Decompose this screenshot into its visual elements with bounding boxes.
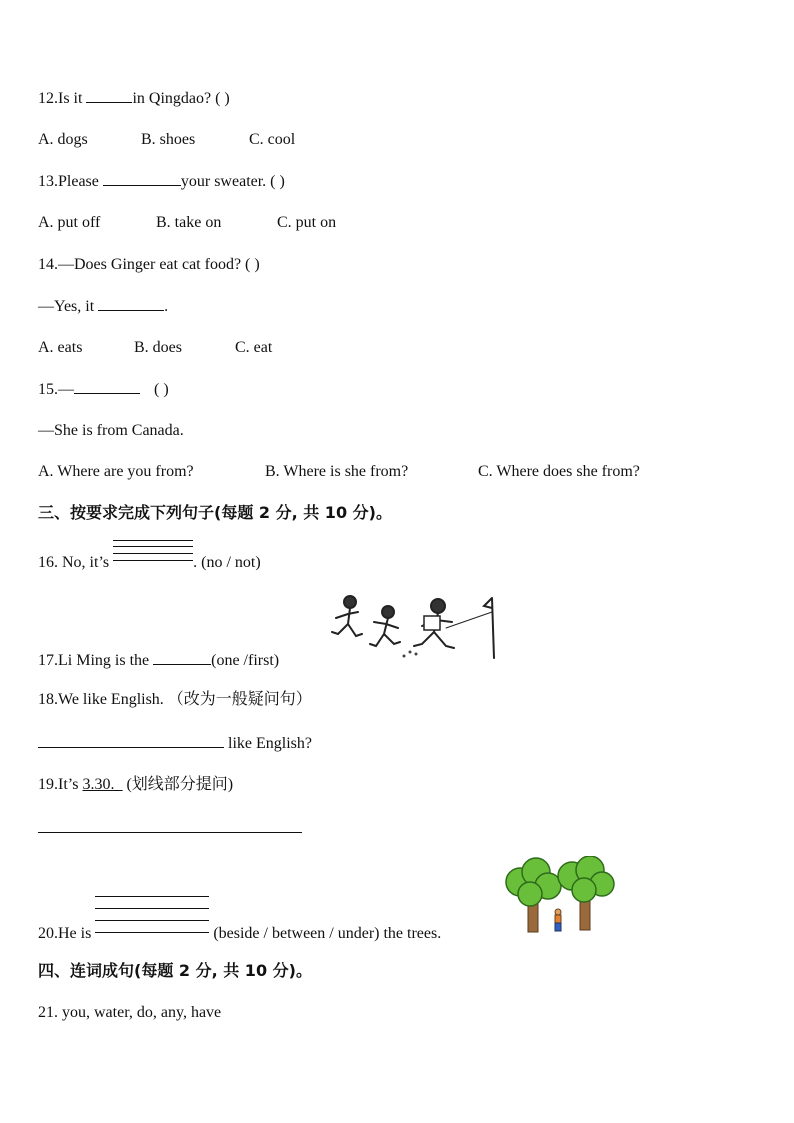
q14-option-b[interactable]: B. does xyxy=(134,339,182,356)
q13-option-a[interactable]: A. put off xyxy=(38,214,101,231)
q17-blank[interactable] xyxy=(153,650,211,665)
q14-blank[interactable] xyxy=(98,296,164,311)
question-19 xyxy=(38,775,233,795)
q18-stem: 18.We like English. （改为一般疑问句） xyxy=(38,691,312,708)
q17-prefix: 17.Li Ming is the xyxy=(38,652,154,669)
q18-blank[interactable] xyxy=(38,733,224,748)
q13-stem-end: your sweater. ( ) xyxy=(180,173,285,190)
q15-stem: 15.— xyxy=(38,381,74,398)
q19-prefix: 19.It’s xyxy=(38,776,83,793)
q13-stem: 13.Please xyxy=(38,173,103,190)
q19-blank[interactable] xyxy=(38,818,302,833)
q12-stem: 12.Is it xyxy=(38,90,87,107)
q19-answer-line xyxy=(38,818,302,839)
question-15 xyxy=(38,379,169,400)
q15-blank[interactable] xyxy=(74,379,140,394)
q16-answer-lines[interactable] xyxy=(113,551,193,567)
q15-option-b[interactable]: B. Where is she from? xyxy=(265,463,409,480)
q16-prefix: 16. No, it’s xyxy=(38,554,114,571)
q21-stem: 21. you, water, do, any, have xyxy=(38,1004,222,1021)
q14-stem: 14.—Does Ginger eat cat food? ( ) xyxy=(38,256,260,273)
q14-answer-prefix: —Yes, it xyxy=(38,298,99,315)
q15-brackets: ( ) xyxy=(154,381,169,398)
q12-stem-end: in Qingdao? ( ) xyxy=(132,90,230,107)
q15-answer: —She is from Canada. xyxy=(38,422,184,439)
question-21 xyxy=(38,1003,221,1023)
q20-prefix: 20.He is xyxy=(38,925,96,942)
q13-blank[interactable] xyxy=(103,171,181,186)
q13-option-b[interactable]: B. take on xyxy=(156,214,222,231)
section-3-heading: 三、按要求完成下列句子(每题 2 分, 共 10 分)。 xyxy=(38,503,392,522)
question-12 xyxy=(38,88,230,109)
q19-underlined-time: 3.30._ xyxy=(82,776,123,793)
q19-suffix: (划线部分提问) xyxy=(122,776,234,793)
q18-answer-suffix: like English? xyxy=(224,735,312,752)
q18-answer-line xyxy=(38,733,312,754)
q14-option-c[interactable]: C. eat xyxy=(235,339,273,356)
q12-option-c[interactable]: C. cool xyxy=(249,131,296,148)
q15-option-c[interactable]: C. Where does she from? xyxy=(478,463,640,480)
q12-option-b[interactable]: B. shoes xyxy=(141,131,196,148)
question-18 xyxy=(38,690,312,710)
q12-blank[interactable] xyxy=(86,88,132,103)
question-16 xyxy=(38,551,261,573)
running-race-illustration xyxy=(326,592,502,662)
boy-between-trees-illustration xyxy=(500,856,616,936)
q17-suffix: (one /first) xyxy=(211,652,280,669)
question-20 xyxy=(38,922,441,944)
section-4-heading: 四、连词成句(每题 2 分, 共 10 分)。 xyxy=(38,961,312,980)
q15-option-a[interactable]: A. Where are you from? xyxy=(38,463,194,480)
question-13 xyxy=(38,171,285,192)
q20-answer-lines[interactable] xyxy=(95,922,209,938)
q13-option-c[interactable]: C. put on xyxy=(277,214,337,231)
q15-answer-line xyxy=(38,421,184,441)
q16-suffix: . (no / not) xyxy=(193,554,261,571)
question-14 xyxy=(38,255,260,275)
q14-answer-line xyxy=(38,296,168,317)
q12-option-a[interactable]: A. dogs xyxy=(38,131,88,148)
question-17 xyxy=(38,650,279,671)
q20-suffix: (beside / between / under) the trees. xyxy=(209,925,442,942)
q14-option-a[interactable]: A. eats xyxy=(38,339,83,356)
q14-answer-suffix: . xyxy=(164,298,169,315)
